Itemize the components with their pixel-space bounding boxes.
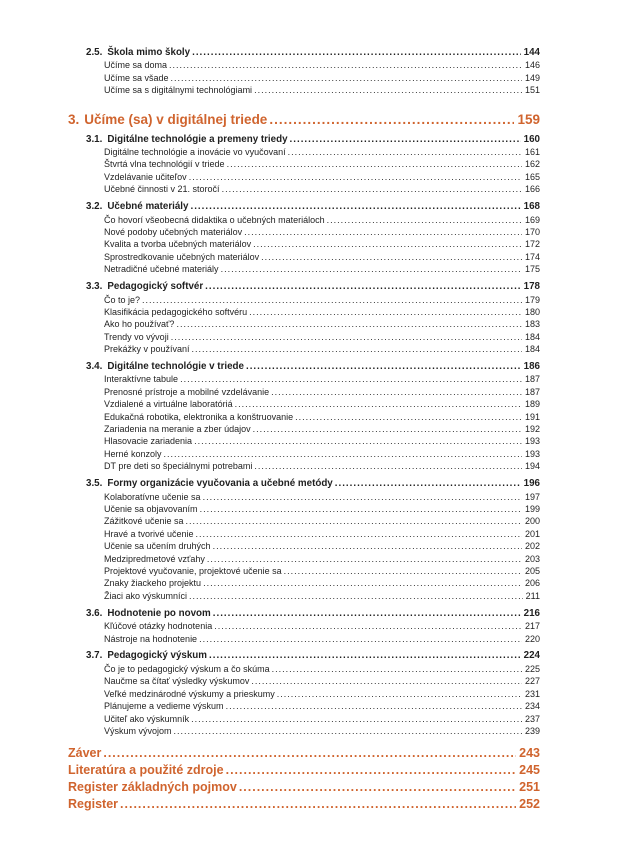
dot-leader xyxy=(214,620,522,632)
dot-leader xyxy=(142,294,522,306)
toc-entry-number: 3.7. xyxy=(86,650,103,662)
dot-leader xyxy=(196,528,522,540)
toc-entry-title: Literatúra a použité zdroje xyxy=(68,763,224,778)
dot-leader xyxy=(272,663,522,675)
toc-entry-title: Kolaboratívne učenie sa xyxy=(104,491,201,502)
toc-entry[interactable] xyxy=(68,725,540,737)
toc-entry-page: 180 xyxy=(524,306,540,317)
toc-entry-page: 165 xyxy=(524,171,540,182)
toc-entry-title: Učíme sa doma xyxy=(104,60,168,71)
dot-leader xyxy=(200,503,522,515)
toc-entry-page: 227 xyxy=(524,676,540,687)
toc-entry-title: Register základných pojmov xyxy=(68,780,237,795)
toc-entry-title: Učebné činnosti v 21. storočí xyxy=(104,184,220,195)
toc-entry-page: 234 xyxy=(524,701,540,712)
toc-entry-title: Ako ho používať? xyxy=(104,319,175,330)
toc-entry[interactable] xyxy=(68,373,540,385)
toc-entry-page: 224 xyxy=(523,650,540,662)
toc-entry-title: Záver xyxy=(68,746,102,761)
toc-entry[interactable] xyxy=(68,540,540,552)
toc-entry[interactable] xyxy=(68,700,540,712)
toc-entry[interactable] xyxy=(68,620,540,632)
toc-entry-page: 178 xyxy=(523,281,540,293)
toc-entry-page: 245 xyxy=(519,763,540,778)
toc-entry[interactable] xyxy=(68,226,540,238)
toc-entry-page: 237 xyxy=(524,713,540,724)
toc-entry-page: 175 xyxy=(524,264,540,275)
dot-leader xyxy=(221,263,522,275)
toc-entry-title: Hlasovacie zariadenia xyxy=(104,436,193,447)
toc-entry-title: Pedagogický výskum xyxy=(107,650,207,662)
dot-leader xyxy=(254,84,522,96)
toc-entry[interactable] xyxy=(68,553,540,565)
toc-entry[interactable] xyxy=(68,503,540,515)
toc-entry-number: 3.5. xyxy=(86,478,103,490)
toc-entry-title: Čo je to pedagogický výskum a čo skúma xyxy=(104,663,270,674)
toc-entry-page: 239 xyxy=(524,725,540,736)
toc-entry[interactable] xyxy=(68,713,540,725)
toc-entry[interactable] xyxy=(68,306,540,318)
dot-leader xyxy=(203,491,522,503)
dot-leader xyxy=(191,713,522,725)
toc-entry-page: 184 xyxy=(524,344,540,355)
dot-leader xyxy=(261,251,522,263)
dot-leader xyxy=(199,633,522,645)
toc-entry-title: Pedagogický softvér xyxy=(107,281,204,293)
toc-entry-number: 3.2. xyxy=(86,201,103,213)
dot-leader xyxy=(227,158,522,170)
dot-leader xyxy=(164,448,522,460)
toc-entry-page: 211 xyxy=(525,590,540,601)
dot-leader xyxy=(335,477,521,490)
toc-entry-page: 184 xyxy=(524,331,540,342)
toc-entry-page: 252 xyxy=(519,797,540,812)
toc-entry[interactable] xyxy=(68,649,540,662)
dot-leader xyxy=(171,331,522,343)
toc-entry[interactable] xyxy=(68,746,540,762)
toc-entry-page: 187 xyxy=(524,374,540,385)
dot-leader xyxy=(174,725,522,737)
toc-entry[interactable] xyxy=(68,398,540,410)
toc-entry-title: Štvrtá vlna technológií v triede xyxy=(104,159,225,170)
toc-entry-page: 162 xyxy=(524,159,540,170)
toc-entry-page: 196 xyxy=(523,478,540,490)
dot-leader xyxy=(271,386,522,398)
toc-entry-page: 194 xyxy=(524,461,540,472)
toc-entry-page: 186 xyxy=(523,361,540,373)
toc-entry[interactable] xyxy=(68,263,540,275)
toc-entry-page: 179 xyxy=(524,294,540,305)
toc-entry-page: 205 xyxy=(524,566,540,577)
toc-entry[interactable] xyxy=(68,318,540,330)
toc-entry[interactable] xyxy=(68,72,540,84)
toc-entry[interactable] xyxy=(68,477,540,490)
toc-entry[interactable] xyxy=(68,411,540,423)
toc-entry[interactable] xyxy=(68,515,540,527)
toc-entry-title: Žiaci ako výskumníci xyxy=(104,590,188,601)
toc-entry-number: 3.1. xyxy=(86,133,103,145)
toc-entry-page: 225 xyxy=(524,663,540,674)
dot-leader xyxy=(207,553,522,565)
dot-leader xyxy=(226,700,522,712)
toc-entry-page: 191 xyxy=(524,411,540,422)
toc-entry-title: Čo hovorí všeobecná didaktika o učebných materiáloch xyxy=(104,214,325,225)
toc-entry[interactable] xyxy=(68,491,540,503)
toc-entry-title: Naučme sa čítať výsledky výskumov xyxy=(104,676,250,687)
toc-entry-title: DT pre deti so špeciálnymi potrebami xyxy=(104,461,253,472)
toc-entry-page: 193 xyxy=(524,436,540,447)
dot-leader xyxy=(192,46,521,59)
dot-leader xyxy=(222,183,522,195)
toc-entry-title: Kvalita a tvorba učebných materiálov xyxy=(104,239,252,250)
toc-entry[interactable] xyxy=(68,46,540,59)
toc-entry-title: Hodnotenie po novom xyxy=(107,607,211,619)
toc-entry[interactable] xyxy=(68,84,540,96)
toc-entry-page: 197 xyxy=(524,491,540,502)
toc-entry-title: Zážitkové učenie sa xyxy=(104,516,184,527)
dot-leader xyxy=(284,565,522,577)
dot-leader xyxy=(190,200,520,213)
toc-entry-title: Znaky žiackeho projektu xyxy=(104,578,202,589)
dot-leader xyxy=(253,238,522,250)
dot-leader xyxy=(244,226,522,238)
toc-entry[interactable] xyxy=(68,460,540,472)
toc-entry-title: Plánujeme a vedieme výskum xyxy=(104,701,224,712)
dot-leader xyxy=(103,746,516,762)
dot-leader xyxy=(180,373,522,385)
toc-entry-title: Učenie sa učením druhých xyxy=(104,541,211,552)
dot-leader xyxy=(253,423,522,435)
toc-entry-number: 2.5. xyxy=(86,47,103,58)
toc-entry-title: Učíme (sa) v digitálnej triede xyxy=(84,111,268,127)
toc-entry[interactable] xyxy=(68,59,540,71)
toc-entry-page: 183 xyxy=(524,319,540,330)
toc-entry-title: Učíme sa s digitálnymi technológiami xyxy=(104,85,253,96)
toc-entry-title: Sprostredkovanie učebných materiálov xyxy=(104,251,260,262)
dot-leader xyxy=(192,343,522,355)
toc-entry[interactable] xyxy=(68,238,540,250)
toc-entry[interactable] xyxy=(68,251,540,263)
toc-entry-page: 231 xyxy=(524,688,540,699)
toc-entry-title: Hravé a tvorivé učenie xyxy=(104,528,194,539)
toc-entry-title: Škola mimo školy xyxy=(107,47,191,58)
toc-entry-title: Formy organizácie vyučovania a učebné metódy xyxy=(107,478,333,490)
toc-entry-title: Zariadenia na meranie a zber údajov xyxy=(104,424,251,435)
toc-entry[interactable] xyxy=(68,200,540,213)
dot-leader xyxy=(205,280,520,293)
toc-entry-page: 169 xyxy=(524,214,540,225)
toc-entry[interactable] xyxy=(68,331,540,343)
toc-entry[interactable] xyxy=(68,688,540,700)
toc-entry[interactable] xyxy=(68,607,540,620)
dot-leader xyxy=(194,435,522,447)
toc-entry[interactable] xyxy=(68,763,540,779)
toc-entry-title: Herné konzoly xyxy=(104,448,162,459)
toc-entry-title: Čo to je? xyxy=(104,294,141,305)
toc-entry-page: 193 xyxy=(524,448,540,459)
toc-entry-page: 243 xyxy=(519,746,540,761)
toc-entry-page: 187 xyxy=(524,386,540,397)
toc-entry-page: 174 xyxy=(524,251,540,262)
toc xyxy=(68,46,540,813)
dot-leader xyxy=(246,360,521,373)
toc-entry-page: 149 xyxy=(524,72,540,83)
toc-entry[interactable] xyxy=(68,633,540,645)
toc-entry-number: 3. xyxy=(68,111,80,127)
toc-entry-title: Výskum vývojom xyxy=(104,725,172,736)
toc-entry[interactable] xyxy=(68,565,540,577)
dot-leader xyxy=(288,146,522,158)
dot-leader xyxy=(269,111,514,128)
toc-entry-number: 3.3. xyxy=(86,281,103,293)
dot-leader xyxy=(295,411,522,423)
toc-entry-page: 251 xyxy=(519,780,540,795)
dot-leader xyxy=(186,515,522,527)
toc-entry[interactable] xyxy=(68,343,540,355)
dot-leader xyxy=(249,306,522,318)
toc-entry[interactable] xyxy=(68,590,540,602)
toc-entry-page: 201 xyxy=(524,528,540,539)
dot-leader xyxy=(189,171,522,183)
toc-entry-title: Nové podoby učebných materiálov xyxy=(104,226,243,237)
dot-leader xyxy=(254,460,522,472)
toc-entry-page: 170 xyxy=(524,226,540,237)
dot-leader xyxy=(176,318,522,330)
toc-entry[interactable] xyxy=(68,294,540,306)
toc-entry[interactable] xyxy=(68,214,540,226)
toc-entry-number: 3.6. xyxy=(86,607,103,619)
toc-entry-page: 203 xyxy=(524,553,540,564)
toc-entry[interactable] xyxy=(68,111,540,128)
dot-leader xyxy=(169,59,522,71)
toc-entry-page: 166 xyxy=(524,184,540,195)
toc-entry-page: 144 xyxy=(523,47,540,58)
toc-entry-title: Vzdialené a virtuálne laboratóriá xyxy=(104,399,233,410)
dot-leader xyxy=(290,133,521,146)
toc-entry-page: 168 xyxy=(523,201,540,213)
dot-leader xyxy=(171,72,522,84)
dot-leader xyxy=(213,607,521,620)
toc-entry[interactable] xyxy=(68,146,540,158)
toc-entry-title: Veľké medzinárodné výskumy a prieskumy xyxy=(104,688,275,699)
dot-leader xyxy=(251,675,522,687)
dot-leader xyxy=(226,763,517,779)
dot-leader xyxy=(277,688,522,700)
dot-leader xyxy=(327,214,522,226)
toc-entry[interactable] xyxy=(68,158,540,170)
toc-entry-page: 172 xyxy=(524,239,540,250)
toc-entry-page: 159 xyxy=(517,111,540,127)
dot-leader xyxy=(235,398,522,410)
toc-entry-page: 200 xyxy=(524,516,540,527)
toc-entry-title: Digitálne technológie a premeny triedy xyxy=(107,133,288,145)
dot-leader xyxy=(189,590,523,602)
toc-entry-title: Register xyxy=(68,797,119,812)
toc-entry[interactable] xyxy=(68,663,540,675)
toc-entry[interactable] xyxy=(68,435,540,447)
toc-entry-page: 146 xyxy=(524,60,540,71)
toc-entry-page: 217 xyxy=(524,621,540,632)
toc-entry[interactable] xyxy=(68,360,540,373)
toc-entry-title: Prenosné prístroje a mobilné vzdelávanie xyxy=(104,386,270,397)
toc-entry-title: Učenie sa objavovaním xyxy=(104,504,198,514)
dot-leader xyxy=(213,540,522,552)
toc-entry-title: Učiteľ ako výskumník xyxy=(104,713,190,724)
toc-entry-page: 192 xyxy=(524,424,540,435)
toc-entry-page: 199 xyxy=(524,504,540,514)
dot-leader xyxy=(203,577,522,589)
toc-entry[interactable] xyxy=(68,183,540,195)
toc-entry-title: Vzdelávanie učiteľov xyxy=(104,171,187,182)
dot-leader xyxy=(209,649,521,662)
toc-entry-title: Medzipredmetové vzťahy xyxy=(104,553,205,564)
dot-leader xyxy=(239,780,516,796)
toc-entry-title: Nástroje na hodnotenie xyxy=(104,633,198,644)
toc-entry-title: Klasifikácia pedagogického softvéru xyxy=(104,306,248,317)
toc-entry[interactable] xyxy=(68,423,540,435)
toc-entry-page: 189 xyxy=(524,399,540,410)
toc-entry-title: Edukačná robotika, elektronika a konštruovanie xyxy=(104,411,294,422)
toc-entry-title: Netradičné učebné materiály xyxy=(104,264,219,275)
toc-entry[interactable] xyxy=(68,280,540,293)
toc-entry-page: 202 xyxy=(524,541,540,552)
toc-entry-title: Trendy vo vývoji xyxy=(104,331,169,342)
toc-entry[interactable] xyxy=(68,528,540,540)
toc-entry[interactable] xyxy=(68,448,540,460)
toc-entry[interactable] xyxy=(68,797,540,813)
toc-entry-title: Učebné materiály xyxy=(107,201,189,213)
toc-entry-title: Digitálne technológie v triede xyxy=(107,361,244,373)
toc-entry[interactable] xyxy=(68,675,540,687)
toc-entry[interactable] xyxy=(68,133,540,146)
toc-entry-title: Digitálne technológie a inovácie vo vyučovaní xyxy=(104,147,286,158)
dot-leader xyxy=(120,797,516,813)
toc-entry-page: 216 xyxy=(523,607,540,619)
toc-entry-title: Interaktívne tabule xyxy=(104,374,179,385)
toc-entry-title: Projektové vyučovanie, projektové učenie sa xyxy=(104,566,282,577)
toc-entry-page: 220 xyxy=(524,633,540,644)
toc-entry-page: 206 xyxy=(524,578,540,589)
toc-entry[interactable] xyxy=(68,386,540,398)
toc-entry-page: 160 xyxy=(523,133,540,145)
toc-entry-title: Kľúčové otázky hodnotenia xyxy=(104,621,213,632)
toc-entry[interactable] xyxy=(68,171,540,183)
toc-entry[interactable] xyxy=(68,577,540,589)
toc-entry[interactable] xyxy=(68,780,540,796)
toc-entry-page: 151 xyxy=(524,85,540,96)
toc-entry-number: 3.4. xyxy=(86,361,103,373)
toc-entry-page: 161 xyxy=(524,147,540,158)
toc-entry-title: Učíme sa všade xyxy=(104,72,169,83)
toc-entry-title: Prekážky v používaní xyxy=(104,344,190,355)
